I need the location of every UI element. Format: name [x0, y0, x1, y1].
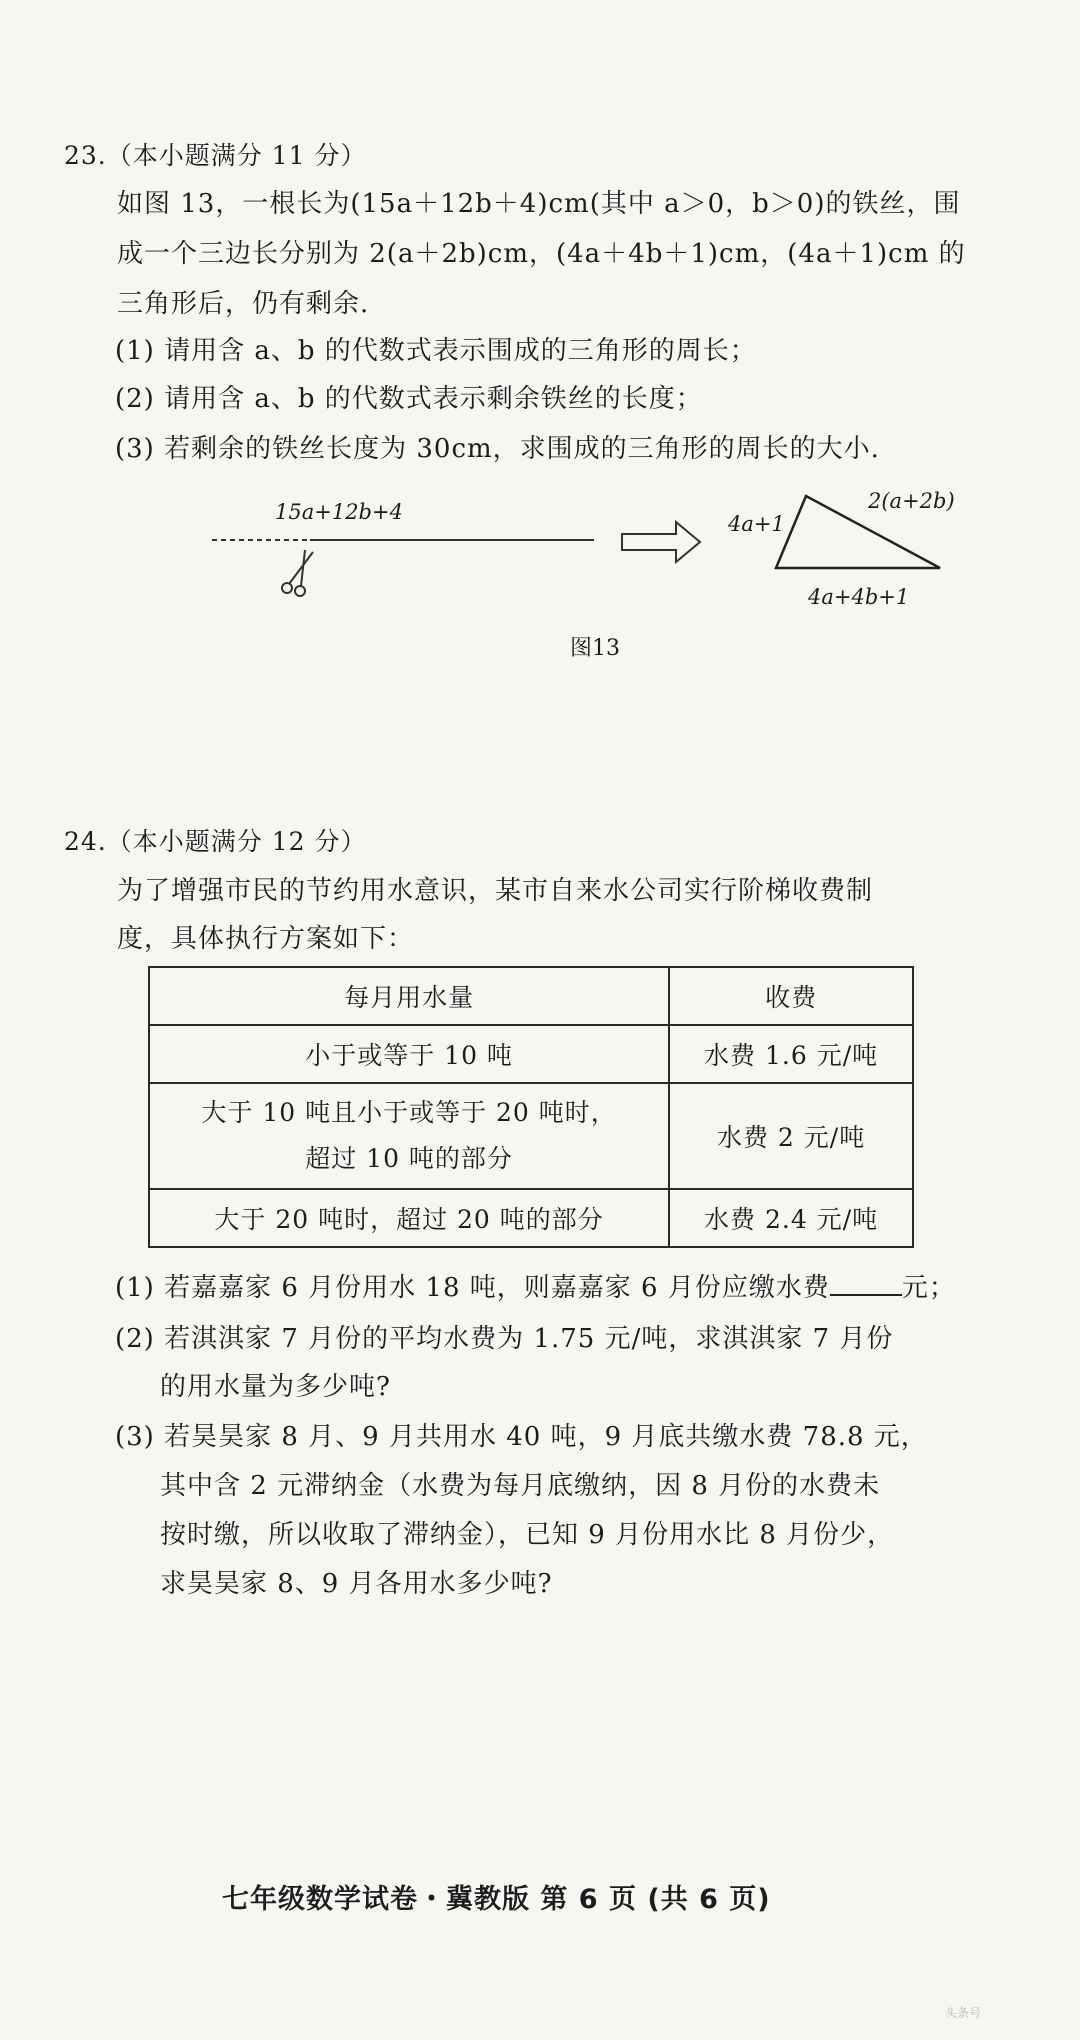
q23-text-line-1: 如图 13，一根长为(15a＋12b＋4)cm(其中 a＞0，b＞0)的铁丝，围	[117, 189, 961, 219]
q24-part-3-line-4: 求昊昊家 8、9 月各用水多少吨?	[160, 1569, 553, 1599]
q23-part-2: (2) 请用含 a、b 的代数式表示剩余铁丝的长度；	[115, 384, 703, 414]
q24-part-3-line-3: 按时缴，所以收取了滞纳金），已知 9 月份用水比 8 月份少，	[160, 1520, 895, 1550]
q23-text-line-3: 三角形后，仍有剩余.	[117, 289, 370, 319]
table-header-usage: 每月用水量	[149, 967, 669, 1025]
q24-part-1	[115, 1267, 956, 1304]
triangle-left-side-label: 4a+1	[728, 512, 785, 536]
q23-title: 23.（本小题满分 11 分）	[64, 141, 367, 170]
q24-part-3-line-1: (3) 若昊昊家 8 月、9 月共用水 40 吨，9 月底共缴水费 78.8 元，	[115, 1422, 928, 1452]
q24-part-2-line-1: (2) 若淇淇家 7 月份的平均水费为 1.75 元/吨，求淇淇家 7 月份	[115, 1324, 894, 1354]
q24-part-1-text: (1) 若嘉嘉家 6 月份用水 18 吨，则嘉嘉家 6 月份应缴水费	[115, 1273, 830, 1303]
table-header-fee: 收费	[669, 967, 913, 1025]
q23-text-line-2: 成一个三边长分别为 2(a＋2b)cm，(4a＋4b＋1)cm，(4a＋1)cm 的	[117, 239, 966, 269]
q24-title: 24.（本小题满分 12 分）	[64, 827, 367, 856]
q24-part-1-unit: 元；	[901, 1273, 956, 1303]
q24-text-line-1: 为了增强市民的节约用水意识，某市自来水公司实行阶梯收费制	[117, 876, 874, 906]
table-row	[149, 1083, 913, 1189]
triangle-right-side-label: 2(a+2b)	[868, 489, 955, 513]
table-cell-usage	[149, 1083, 669, 1189]
watermark: 头条号	[945, 2006, 982, 2020]
table-cell-fee: 水费 2 元/吨	[669, 1083, 913, 1189]
table-cell-usage: 大于 20 吨时，超过 20 吨的部分	[149, 1189, 669, 1247]
page-footer: 七年级数学试卷・冀教版 第 6 页 (共 6 页)	[222, 1884, 771, 1915]
q24-text-line-2: 度，具体执行方案如下：	[117, 924, 415, 954]
scissors-icon	[282, 550, 313, 596]
table-row	[149, 1189, 913, 1247]
table-cell-usage: 小于或等于 10 吨	[149, 1025, 669, 1083]
table-cell-fee: 水费 1.6 元/吨	[669, 1025, 913, 1083]
table-row	[149, 1025, 913, 1083]
table-cell-usage-line: 大于 10 吨且小于或等于 20 吨时，	[201, 1098, 617, 1127]
arrow-right-icon	[622, 522, 700, 562]
figure-caption: 图13	[570, 636, 620, 661]
q23-part-1: (1) 请用含 a、b 的代数式表示围成的三角形的周长；	[115, 336, 757, 366]
table-cell-usage-line: 超过 10 吨的部分	[305, 1144, 513, 1173]
table-header-row	[149, 967, 913, 1025]
answer-blank[interactable]	[830, 1270, 902, 1296]
water-fee-table	[148, 966, 914, 1248]
q24-part-2-line-2: 的用水量为多少吨?	[160, 1372, 391, 1402]
wire-length-label: 15a+12b+4	[275, 500, 403, 524]
q23-part-3: (3) 若剩余的铁丝长度为 30cm，求围成的三角形的周长的大小.	[115, 434, 880, 464]
q24-part-3-line-2: 其中含 2 元滞纳金（水费为每月底缴纳，因 8 月份的水费未	[160, 1471, 881, 1501]
triangle-bottom-side-label: 4a+4b+1	[808, 585, 910, 609]
table-cell-fee: 水费 2.4 元/吨	[669, 1189, 913, 1247]
